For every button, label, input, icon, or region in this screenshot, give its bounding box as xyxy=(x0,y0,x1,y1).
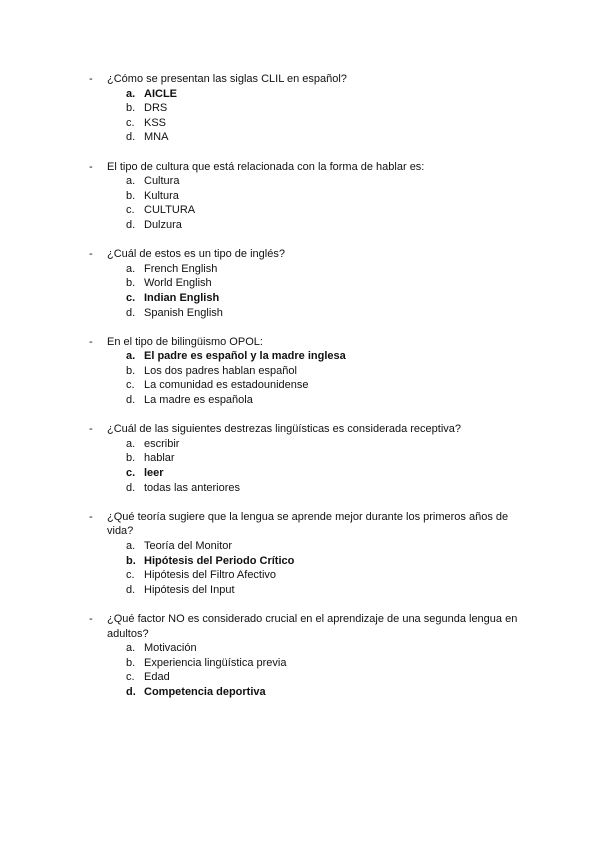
option-text: Indian English xyxy=(144,291,220,304)
option-letter: b. xyxy=(126,364,136,377)
question-line xyxy=(89,160,529,175)
option-letter: c. xyxy=(126,116,135,129)
question-line xyxy=(89,510,529,539)
option-text: Los dos padres hablan español xyxy=(144,364,297,377)
question-item xyxy=(89,612,529,700)
option-letter: c. xyxy=(126,467,136,480)
answer-option xyxy=(89,393,529,408)
option-letter: a. xyxy=(126,350,136,363)
option-text: Competencia deportiva xyxy=(144,685,266,698)
option-text: Hipótesis del Filtro Afectivo xyxy=(144,569,277,582)
answer-option-correct xyxy=(89,349,529,364)
question-list xyxy=(89,72,529,714)
answer-option-correct xyxy=(89,291,529,306)
option-letter: a. xyxy=(126,540,136,552)
option-text: escribir xyxy=(144,437,180,450)
option-text: World English xyxy=(144,277,212,290)
answer-option-correct xyxy=(89,554,529,569)
answer-option xyxy=(89,364,529,379)
question-text: En el tipo de bilingüismo OPOL: xyxy=(107,335,263,348)
option-letter: a. xyxy=(126,175,136,188)
option-text: MNA xyxy=(144,131,169,144)
question-line xyxy=(89,335,529,350)
question-item xyxy=(89,72,529,145)
question-bullet: - xyxy=(89,73,93,85)
option-letter: d. xyxy=(126,131,136,144)
option-letter: b. xyxy=(126,277,136,290)
option-text: hablar xyxy=(144,452,175,465)
answer-options xyxy=(89,539,529,597)
answer-option xyxy=(89,539,529,554)
question-bullet: - xyxy=(89,160,93,173)
question-item xyxy=(89,160,529,233)
answer-option xyxy=(89,568,529,583)
question-item xyxy=(89,247,529,320)
question-bullet: - xyxy=(89,335,93,348)
answer-option-correct xyxy=(89,466,529,481)
option-letter: b. xyxy=(126,102,136,115)
answer-options xyxy=(89,174,529,232)
answer-options xyxy=(89,262,529,320)
option-letter: d. xyxy=(126,583,136,596)
option-text: AICLE xyxy=(144,87,177,100)
answer-option-correct xyxy=(89,685,529,700)
option-text: Hipótesis del Periodo Crítico xyxy=(144,554,295,567)
option-letter: b. xyxy=(126,189,136,202)
answer-options xyxy=(89,641,529,699)
question-item xyxy=(89,335,529,408)
answer-option xyxy=(89,116,529,131)
option-text: Teoría del Monitor xyxy=(144,540,233,552)
option-text: Motivación xyxy=(144,642,197,655)
answer-option xyxy=(89,583,529,598)
option-letter: c. xyxy=(126,379,135,392)
answer-option xyxy=(89,189,529,204)
answer-options xyxy=(89,437,529,495)
question-line xyxy=(89,422,529,437)
question-text: ¿Qué teoría sugiere que la lengua se aprende mejor durante los primeros años de vida? xyxy=(107,510,509,538)
answer-option-correct xyxy=(89,87,529,102)
option-text: leer xyxy=(144,467,164,480)
answer-option xyxy=(89,276,529,291)
answer-option xyxy=(89,174,529,189)
option-letter: a. xyxy=(126,262,136,275)
option-text: La madre es española xyxy=(144,394,253,407)
option-letter: d. xyxy=(126,306,136,319)
answer-option xyxy=(89,670,529,685)
answer-option xyxy=(89,451,529,466)
option-letter: c. xyxy=(126,671,135,684)
option-text: KSS xyxy=(144,116,167,129)
option-letter: c. xyxy=(126,569,135,582)
option-letter: a. xyxy=(126,437,136,450)
answer-option xyxy=(89,481,529,496)
option-text: La comunidad es estadounidense xyxy=(144,379,309,392)
option-letter: c. xyxy=(126,291,136,304)
question-text: ¿Qué factor NO es considerado crucial en el aprendizaje de una segunda lengua en adultos? xyxy=(107,612,518,640)
option-text: Edad xyxy=(144,671,170,684)
question-line xyxy=(89,247,529,262)
option-letter: d. xyxy=(126,218,136,231)
option-letter: b. xyxy=(126,452,136,465)
option-letter: d. xyxy=(126,685,136,698)
question-item xyxy=(89,510,529,598)
question-text: ¿Cuál de estos es un tipo de inglés? xyxy=(107,248,285,261)
option-letter: d. xyxy=(126,394,136,407)
answer-options xyxy=(89,349,529,407)
option-text: Dulzura xyxy=(144,218,182,231)
option-text: DRS xyxy=(144,102,168,115)
question-line xyxy=(89,612,529,641)
answer-option xyxy=(89,101,529,116)
question-bullet: - xyxy=(89,612,93,625)
answer-option xyxy=(89,378,529,393)
answer-options xyxy=(89,87,529,145)
option-text: todas las anteriores xyxy=(144,481,240,494)
question-bullet: - xyxy=(89,423,93,436)
question-bullet: - xyxy=(89,510,93,523)
answer-option xyxy=(89,437,529,452)
question-item xyxy=(89,422,529,495)
answer-option xyxy=(89,262,529,277)
question-text: ¿Cómo se presentan las siglas CLIL en español? xyxy=(107,73,347,85)
option-letter: b. xyxy=(126,554,136,567)
option-text: Cultura xyxy=(144,175,180,188)
option-text: CULTURA xyxy=(144,204,196,217)
answer-option xyxy=(89,306,529,321)
answer-option xyxy=(89,656,529,671)
answer-option xyxy=(89,218,529,233)
answer-option xyxy=(89,130,529,145)
question-text: ¿Cuál de las siguientes destrezas lingüísticas es considerada receptiva? xyxy=(107,423,462,436)
option-text: Hipótesis del Input xyxy=(144,583,235,596)
option-letter: a. xyxy=(126,87,136,100)
option-text: El padre es español y la madre inglesa xyxy=(144,350,346,363)
option-letter: c. xyxy=(126,204,135,217)
option-letter: b. xyxy=(126,656,136,669)
option-text: French English xyxy=(144,262,218,275)
option-letter: d. xyxy=(126,481,136,494)
question-text: El tipo de cultura que está relacionada con la forma de hablar es: xyxy=(107,160,425,173)
option-text: Kultura xyxy=(144,189,179,202)
answer-option xyxy=(89,641,529,656)
option-text: Spanish English xyxy=(144,306,223,319)
question-line xyxy=(89,72,529,87)
question-bullet: - xyxy=(89,248,93,261)
option-text: Experiencia lingüística previa xyxy=(144,656,287,669)
answer-option xyxy=(89,203,529,218)
option-letter: a. xyxy=(126,642,136,655)
